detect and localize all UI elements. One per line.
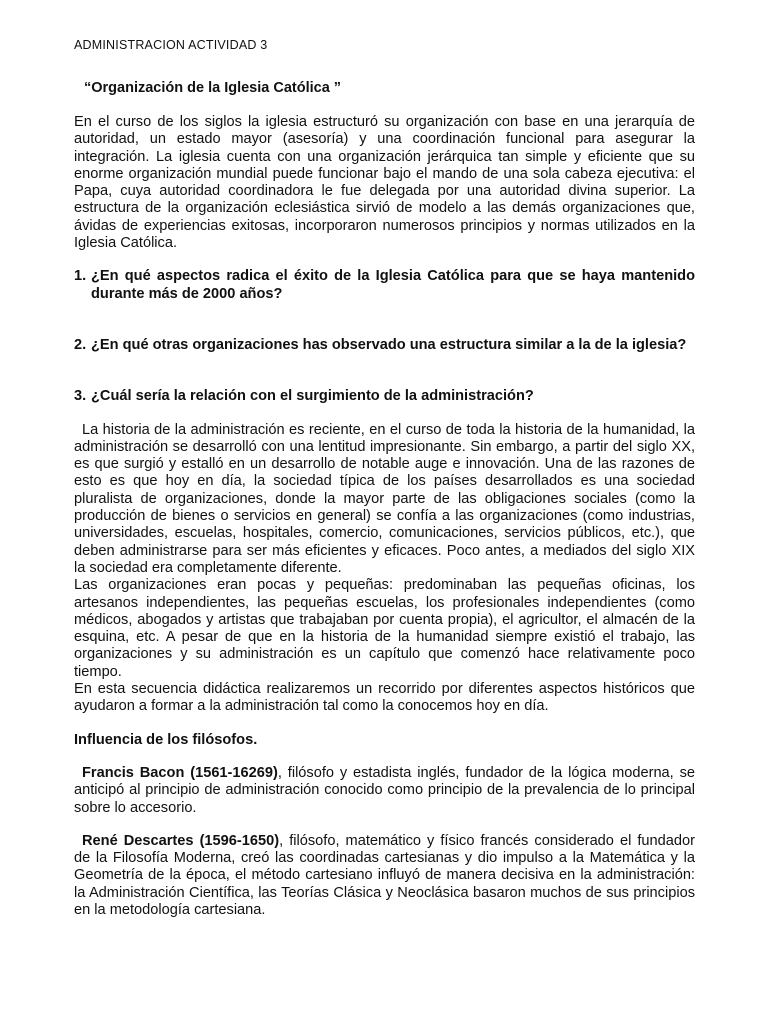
question-3	[74, 388, 695, 405]
philosopher-descartes	[74, 833, 695, 919]
philosopher-text: , filósofo, matemático y físico francés considerado el fundador de la Filosofía Moderna, creó las coordinadas cartesianas y dio impulso a la Matemática y la Geometría de la época, el método cartesiano influyó de manera decisiva en la administración: la Administración Científica, las Teorías Clásica y Neoclásica basaron muchos de sus principios en la metodología cartesiana.	[74, 832, 695, 918]
philosopher-bacon	[74, 765, 695, 817]
question-text: ¿Cuál sería la relación con el surgimiento de la administración?	[91, 388, 534, 405]
philosopher-name: René Descartes (1596-1650)	[82, 832, 280, 849]
question-number: 2.	[74, 336, 87, 353]
document-header: ADMINISTRACION ACTIVIDAD 3	[74, 38, 268, 52]
answer-paragraph-3: En esta secuencia didáctica realizaremos un recorrido por diferentes aspectos históricos que ayudaron a formar a la administración tal como la conocemos hoy en día.	[74, 681, 695, 715]
question-number: 3.	[74, 388, 87, 405]
section-heading: Influencia de los filósofos.	[74, 731, 258, 748]
philosopher-text: , filósofo y estadista inglés, fundador de la lógica moderna, se anticipó al principio de administración conocido como principio de la prevalencia de lo principal sobre lo accesorio.	[74, 764, 696, 816]
question-text: ¿En qué aspectos radica el éxito de la Iglesia Católica para que se haya mantenido durante más de 2000 años?	[91, 268, 695, 302]
question-text: ¿En qué otras organizaciones has observado una estructura similar a la de la iglesia?	[91, 336, 687, 353]
document-title: “Organización de la Iglesia Católica ”	[84, 80, 342, 96]
answer-paragraph-1: La historia de la administración es reciente, en el curso de toda la historia de la humanidad, la administración se desarrolló con una lentitud impresionante. Sin embargo, a partir del siglo XX, es que surgió y estalló en un desarrollo de notable auge e innovación. Una de las razones de esto es que hoy en día, la sociedad típica de los países desarrollados es una sociedad pluralista de organizaciones, donde la mayor parte de las obligaciones sociales (como la producción de bienes o servicios en general) se confía a las organizaciones (como industrias, universidades, escuelas, hospitales, comercio, comunicaciones, servicios públicos, etc.), que deben administrarse para ser más eficientes y eficaces. Poco antes, a mediados del siglo XIX la sociedad era completamente diferente.	[74, 421, 695, 576]
question-number: 1.	[74, 268, 87, 285]
question-1	[74, 268, 695, 303]
philosopher-name: Francis Bacon (1561-16269)	[82, 764, 278, 781]
intro-paragraph: En el curso de los siglos la iglesia estructuró su organización con base en una jerarquía de autoridad, un estado mayor (asesoría) y una coordinación funcional para asegurar la integración. La iglesia cuenta con una organización jerárquica tan simple y eficiente que su enorme organización mundial puede funcionar bajo el mando de una sola cabeza ejecutiva: el Papa, cuya autoridad coordinadora le fue delegada por una autoridad divina superior. La estructura de la organización eclesiástica sirvió de modelo a las demás organizaciones que, ávidas de experiencias exitosas, incorporaron numerosos principios y normas utilizados en la Iglesia Católica.	[74, 114, 695, 252]
answer-paragraph-2: Las organizaciones eran pocas y pequeñas: predominaban las pequeñas oficinas, los artesanos independientes, las pequeñas escuelas, los profesionales independientes (como médicos, abogados y artistas que trabajaban por cuenta propia), el agricultor, el almacén de la esquina, etc. A pesar de que en la historia de la humanidad siempre existió el trabajo, las organizaciones y su administración es un capítulo que comenzó hace relativamente poco tiempo.	[74, 577, 695, 680]
question-2	[74, 337, 695, 354]
